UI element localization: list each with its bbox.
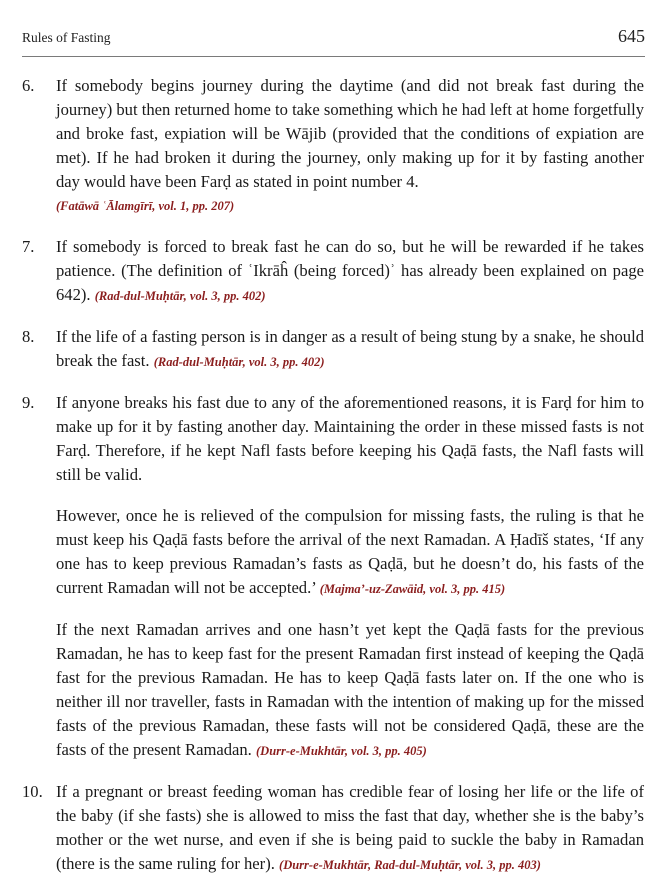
rule-item-6 [22, 74, 644, 218]
item-paragraph [56, 618, 644, 763]
reference-citation: (Rad-dul-Muḥtār, vol. 3, pp. 402) [94, 289, 266, 303]
item-text: If the next Ramadan arrives and one hasn’t yet kept the Qaḍā fasts for the previous Ramadan, he has to keep fast for the present Ramadan first instead of keeping the Qaḍā fast for the previous Ramadan. He has to keep Qaḍā fasts later on. If the one who is neither ill nor traveller, fasts in Ramadan with the intention of making up for the missed fasts of the previous Ramadan, these fasts will not be considered Qaḍā, these are the fasts of the present Ramadan. [56, 620, 644, 759]
item-body [56, 235, 644, 308]
item-paragraph [56, 325, 644, 374]
item-body [56, 74, 644, 218]
reference-citation: (Majma’-uz-Zawāid, vol. 3, pp. 415) [319, 582, 506, 596]
reference-citation: (Durr-e-Mukhtār, vol. 3, pp. 405) [256, 744, 427, 758]
item-number: 10. [22, 782, 43, 801]
item-paragraph [56, 780, 644, 877]
item-text: If the life of a fasting person is in danger as a result of being stung by a snake, he should break the fast. [56, 327, 644, 370]
item-body [56, 325, 644, 374]
item-number: 8. [22, 327, 35, 346]
page-number: 645 [618, 26, 645, 46]
rule-item-10 [22, 780, 644, 877]
item-number: 9. [22, 393, 35, 412]
item-body [56, 391, 644, 763]
page-header [22, 26, 645, 47]
running-title: Rules of Fasting [22, 30, 111, 45]
rule-item-8 [22, 325, 644, 374]
rules-list [22, 74, 644, 894]
item-paragraph: If anyone breaks his fast due to any of the aforementioned reasons, it is Farḍ for him to make up for it by fasting another day. Maintaining the order in these missed fasts is not Farḍ. Therefore, if he kept Nafl fasts before keeping his Qaḍā fasts, the Nafl fasts will still be valid. [56, 393, 644, 484]
rule-item-9 [22, 391, 644, 763]
item-number: 6. [22, 76, 35, 95]
item-body [56, 780, 644, 877]
reference-citation: (Fatāwā ʿĀlamgīrī, vol. 1, pp. 207) [56, 199, 235, 213]
reference-citation: (Durr-e-Mukhtār, Rad-dul-Muḥtār, vol. 3, pp. 403) [279, 858, 541, 872]
item-text: If a pregnant or breast feeding woman has credible fear of losing her life or the life of the baby (if she fasts) she is allowed to miss the fast that day, whether she is the baby’s mother or the wet nurse, and even if she is being paid to suckle the baby in Ramadan (there is the same ruling for her). [56, 782, 644, 873]
reference-citation: (Rad-dul-Muḥtār, vol. 3, pp. 402) [153, 355, 325, 369]
item-text: If somebody is forced to break fast he can do so, but he will be rewarded if he takes patience. (The definition of ʿIkrāĥ (being forced)ʾ has already been explained on page 642). [56, 237, 644, 304]
item-paragraph [56, 235, 644, 308]
item-paragraph [56, 74, 644, 218]
item-text: If somebody begins journey during the daytime (and did not break fast during the journey) but then returned home to take something which he had left at home forgetfully and broke fast, expiation will be Wājib (provided that the conditions of expiation are met). If he had broken it during the journey, only making up for it by fasting another day would have been Farḍ as stated in point number 4. [56, 76, 644, 191]
item-number: 7. [22, 237, 35, 256]
rule-item-7 [22, 235, 644, 308]
header-divider [22, 56, 645, 57]
item-text: However, once he is relieved of the compulsion for missing fasts, the ruling is that he must keep his Qaḍā fasts before the arrival of the next Ramadan. A Ḥadīš states, ‘If any one has to keep previous Ramadan’s fasts as Qaḍā, but he doesn’t do, his fasts of the current Ramadan will not be accepted.’ [56, 506, 644, 597]
item-paragraph [56, 504, 644, 601]
